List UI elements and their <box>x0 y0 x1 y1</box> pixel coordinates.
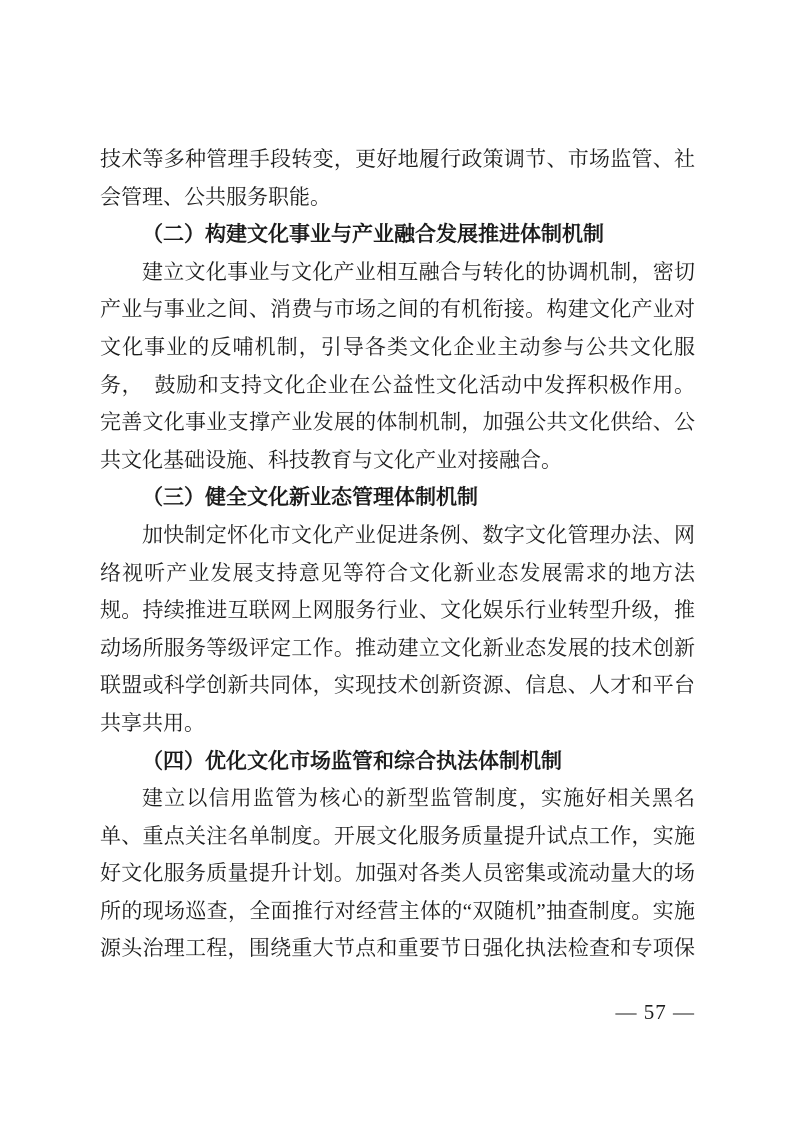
text-line: 规。持续推进互联网上网服务行业、文化娱乐行业转型升级，推 <box>100 598 695 623</box>
text-line: 建立文化事业与文化产业相互融合与转化的协调机制，密切 <box>142 259 695 284</box>
text-line: 产业与事业之间、消费与市场之间的有机衔接。构建文化产业对 <box>100 297 695 322</box>
text-line: 单、重点关注名单制度。开展文化服务质量提升试点工作，实施 <box>100 823 695 848</box>
text-line: （二）构建文化事业与产业融合发展推进体制机制 <box>142 222 604 247</box>
paragraph <box>100 517 695 743</box>
text-line: 技术等多种管理手段转变，更好地履行政策调节、市场监管、社 <box>100 147 695 171</box>
text-line: 联盟或科学创新共同体，实现技术创新资源、信息、人才和平台 <box>100 673 695 698</box>
text-line: 络视听产业发展支持意见等符合文化新业态发展需求的地方法 <box>100 560 695 585</box>
section-heading <box>100 479 695 517</box>
section-heading <box>100 743 695 781</box>
text-line: （四）优化文化市场监管和综合执法体制机制 <box>142 748 562 773</box>
text-line: 文化事业的反哺机制，引导各类文化企业主动参与公共文化服 <box>100 334 695 359</box>
text-line: 加快制定怀化市文化产业促进条例、数字文化管理办法、网 <box>142 522 695 547</box>
text-line: （三）健全文化新业态管理体制机制 <box>142 485 478 510</box>
text-line: 建立以信用监管为核心的新型监管制度，实施好相关黑名 <box>142 786 695 811</box>
paragraph <box>100 141 695 216</box>
text-line: 会管理、公共服务职能。 <box>100 184 331 209</box>
document-content <box>100 141 695 968</box>
text-line: 好文化服务质量提升计划。加强对各类人员密集或流动量大的场 <box>100 861 695 886</box>
text-line: 共文化基础设施、科技教育与文化产业对接融合。 <box>100 447 562 472</box>
section-heading <box>100 216 695 254</box>
text-line: 共享共用。 <box>100 710 205 735</box>
text-line: 完善文化事业支撑产业发展的体制机制，加强公共文化供给、公 <box>100 410 695 435</box>
text-line: 动场所服务等级评定工作。推动建立文化新业态发展的技术创新 <box>100 635 695 660</box>
paragraph <box>100 780 695 968</box>
paragraph <box>100 254 695 480</box>
text-line: 所的现场巡查，全面推行对经营主体的“双随机”抽查制度。实施 <box>100 898 695 923</box>
text-line: 务， 鼓励和支持文化企业在公益性文化活动中发挥积极作用。 <box>100 372 695 397</box>
page-number: — 57 — <box>615 1000 695 1024</box>
text-line: 源头治理工程，围绕重大节点和重要节日强化执法检查和专项保 <box>100 936 695 961</box>
